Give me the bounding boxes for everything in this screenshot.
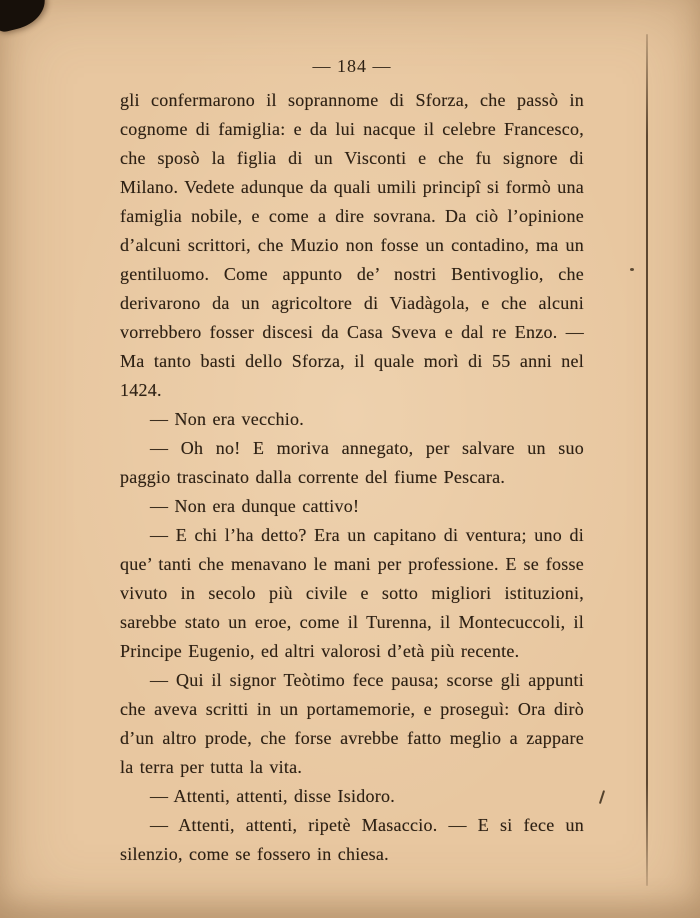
paragraph: — Qui il signor Teòtimo fece pausa; scorse gli appunti che aveva scritti in un portamemorie, e proseguì: Ora dirò d’un altro prode, che forse avrebbe fatto meglio a zappare la terra per tutta la vita. [120, 670, 584, 777]
page-number: — 184 — [312, 56, 392, 76]
paragraph: — Non era vecchio. [150, 409, 304, 429]
scan-corner-artifact [0, 0, 50, 34]
paragraph: gli confermarono il soprannome di Sforza, che passò in cognome di famiglia: e da lui nacque il celebre Francesco, che sposò la figlia di un Visconti e che fu signore di Milano. Vedete adunque da quali umili principî si formò una famiglia nobile, e come a dire sovrana. Da ciò l’opinione d’alcuni scrittori, che Muzio non fosse un contadino, ma un gentiluomo. Come appunto de’ nostri Bentivoglio, che derivarono da un agricoltore di Viadàgola, e che alcuni vorrebbero fosser discesi da Casa Sveva e dal re Enzo. — Ma tanto basti dello Sforza, il quale morì di 55 anni nel 1424. [120, 90, 584, 400]
scan-slash-mark [598, 790, 604, 804]
scan-edge-line [646, 34, 648, 886]
paragraph: — Oh no! E moriva annegato, per salvare un suo paggio trascinato dalla corrente del fiume Pescara. [120, 438, 584, 487]
page-text [120, 86, 584, 869]
paragraph: — Attenti, attenti, ripetè Masaccio. — E si fece un silenzio, come se fossero in chiesa. [120, 815, 584, 864]
paragraph: — E chi l’ha detto? Era un capitano di ventura; uno di que’ tanti che menavano le mani per professione. E se fosse vivuto in secolo più civile e sotto migliori istituzioni, sarebbe stato un eroe, come il Turenna, il Montecuccoli, il Principe Eugenio, ed altri valorosi d’età più recente. [120, 525, 584, 661]
scan-speck [630, 268, 634, 271]
paragraph: — Attenti, attenti, disse Isidoro. [150, 786, 395, 806]
paragraph: — Non era dunque cattivo! [150, 496, 360, 516]
